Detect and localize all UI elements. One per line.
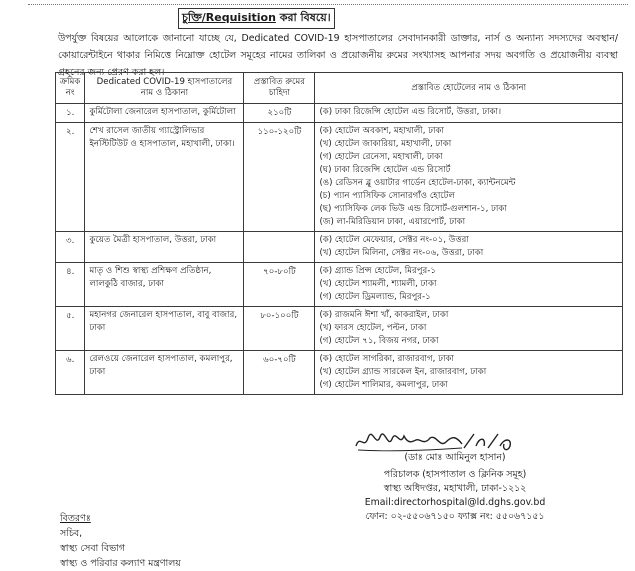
cell-serial: ৪. [56, 263, 85, 307]
table-row [56, 123, 623, 232]
hotel-entry: (খ) হোটেল গ্র্যান্ড সারকেল ইন, রাজারবাগ, ঢাকা [319, 367, 487, 377]
table-header-row [56, 73, 623, 104]
header-hospital: Dedicated COVID-19 হাসপাতালের নাম ও ঠিকানা [85, 73, 244, 104]
hotel-entry: (জ) লা-মিরিডিয়ান ঢাকা, এয়ারপোর্ট, ঢাকা [319, 217, 466, 227]
hotel-entry: (ক) ঢাকা রিজেন্সি হোটেল এন্ড রিসোর্ট, উত্তরা, ঢাকা। [319, 107, 502, 117]
signatory-designation: পরিচালক (হাসপাতাল ও ক্লিনিক সমূহ) [383, 469, 527, 480]
hotel-entry: (ঙ) রেডিসন ব্লু ওয়াটার গার্ডেন হোটেল-ঢাকা, ক্যান্টনমেন্ট [319, 178, 516, 188]
cell-hospital: কুয়েত মৈত্রী হাসপাতাল, উত্তরা, ঢাকা [85, 232, 244, 263]
cell-rooms: ৭০-৮০টি [244, 263, 315, 307]
hotel-entry: (ক) হোটেল অবকাশ, মহাখালী, ঢাকা [319, 126, 445, 136]
cell-hospital: মাতৃ ও শিশু স্বাস্থ্য প্রশিক্ষণ প্রতিষ্ঠান, লালকুঠি বাজার, ঢাকা [85, 263, 244, 307]
cell-rooms: ৮০-১০০টি [244, 307, 315, 351]
cell-serial: ৬. [56, 351, 85, 395]
subject-line [178, 8, 335, 29]
cell-hospital: কুর্মিটোলা জেনারেল হাসপাতাল, কুর্মিটোলা [85, 104, 244, 123]
header-hotels: প্রস্তাবিত হোটেলের নাম ও ঠিকানা [315, 73, 623, 104]
signatory-email: Email:directorhospital@ld.dghs.gov.bd [364, 497, 546, 508]
cell-serial: ১. [56, 104, 85, 123]
cell-hospital: মহানগর জেনারেল হাসপাতাল, বাবু বাজার, ঢাকা [85, 307, 244, 351]
signatory-office: স্বাস্থ্য অধিদপ্তর, মহাখালী, ঢাকা-১২১২ [383, 483, 527, 494]
hotel-requisition-table [55, 72, 623, 395]
header-rooms: প্রস্তাবিত রুমের চাহিদা [244, 73, 315, 104]
subject-suffix: করা বিষয়ে। [275, 11, 331, 24]
cell-hotels [315, 351, 623, 395]
cropped-header-edge [28, 0, 628, 5]
cell-serial: ৩. [56, 232, 85, 263]
subject-prefix: চুক্তি/Requisition [182, 11, 276, 24]
hotel-entry: (ক) হোটেল মেফেয়ার, সেক্টর নং-০১, উত্তরা [319, 235, 469, 245]
cell-serial: ২. [56, 123, 85, 232]
distribution-heading: বিতরণঃ [60, 513, 91, 524]
cell-rooms [244, 232, 315, 263]
distribution-line: স্বাস্থ্য ও পরিবার কল্যাণ মন্ত্রণালয় [60, 558, 181, 569]
table-row [56, 263, 623, 307]
cell-rooms: ৬০-৭০টি [244, 351, 315, 395]
cell-hotels [315, 232, 623, 263]
cell-hotels [315, 307, 623, 351]
hotel-entry: (গ) হোটেল ড্রিমল্যান্ড, মিরপুর-১ [319, 292, 431, 302]
cell-hospital: রেলওয়ে জেনারেল হাসপাতাল, কমলাপুর, ঢাকা [85, 351, 244, 395]
hotel-entry: (খ) হোটেল মিলিনা, সেক্টর নং-০৬, উত্তরা, ঢাকা [319, 248, 484, 258]
cell-hotels [315, 104, 623, 123]
hotel-entry: (ছ) প্যাসিফিক লেক ভিউ এন্ড রিসোর্ট-গুলশান-১, ঢাকা [319, 204, 507, 214]
hotel-entry: (খ) ফারস হোটেল, পল্টন, ঢাকা [319, 323, 427, 333]
cell-rooms: ১১০-১২০টি [244, 123, 315, 232]
distribution-line: সচিব, [60, 528, 83, 539]
hotel-entry: (ঘ) ঢাকা রিজেন্সি হোটেল এন্ড রিসোর্ট [319, 165, 451, 175]
table-row [56, 232, 623, 263]
table-row [56, 351, 623, 395]
signatory-phone: ফোন: ০২-৫৫০৬৭১৫০ ফ্যাক্স নং: ৫৫০৬৭১৫১ [365, 511, 545, 522]
table-body [56, 104, 623, 395]
cell-serial: ৫. [56, 307, 85, 351]
header-serial: ক্রমিক নং [56, 73, 85, 104]
distribution-block [60, 511, 181, 571]
hotel-entry: (চ) প্যান প্যাসিফিক সোনারগাঁও হোটেল [319, 191, 455, 201]
hotel-entry: (খ) হোটেল শ্যামলী, শ্যামলী, ঢাকা [319, 279, 437, 289]
hotel-entry: (ক) গ্র্যান্ড প্রিন্স হোটেল, মিরপুর-১ [319, 266, 436, 276]
hotel-entry: (খ) হোটেল জাকারিয়া, মহাখালী, ঢাকা [319, 139, 452, 149]
table-row [56, 307, 623, 351]
cell-hotels [315, 263, 623, 307]
cell-hotels [315, 123, 623, 232]
hotel-entry: (গ) হোটেল রেনেসা, মহাখালী, ঢাকা [319, 152, 443, 162]
table-row [56, 104, 623, 123]
cell-rooms: ২১০টি [244, 104, 315, 123]
signatory-name: (ডাঃ মোঃ আমিনুল হাসান) [404, 452, 506, 463]
hotel-entry: (ক) রাজমনি ঈশা খাঁ, কাকরাইল, ঢাকা [319, 310, 449, 320]
hotel-entry: (গ) হোটেল ৭১, বিজয় নগর, ঢাকা [319, 336, 439, 346]
distribution-line: স্বাস্থ্য সেবা বিভাগ [60, 543, 125, 554]
cell-hospital: শেখ রাসেল জাতীয় গ্যাস্ট্রোলিভার ইনস্টিটিউট ও হাসপাতাল, মহাখালী, ঢাকা। [85, 123, 244, 232]
intro-paragraph: উপর্যুক্ত বিষয়ের আলোকে জানানো যাচ্ছে যে, Dedicated COVID-19 হাসপাতালের সেবাদানকারী ডাক্তার, নার্স ও অন্যান্য সদস্যদের অবস্থান/কোয়ারেন্টাইনে থাকার নিমিত্তে নিম্নোক্ত হোটেল সমূহের নামের তালিকা ও প্রয়োজনীয় রুমের সংখ্যাসহ আপনার সদয় অবগতি ও প্রয়োজনীয় ব্যবস্থা গ্রহনের জন্য প্রেরণ করা হল। [58, 33, 618, 78]
hotel-entry: (ক) হোটেল সাগরিকা, রাজারবাগ, ঢাকা [319, 354, 454, 364]
hotel-entry: (গ) হোটেল শালিমার, কমলাপুর, ঢাকা [319, 380, 448, 390]
